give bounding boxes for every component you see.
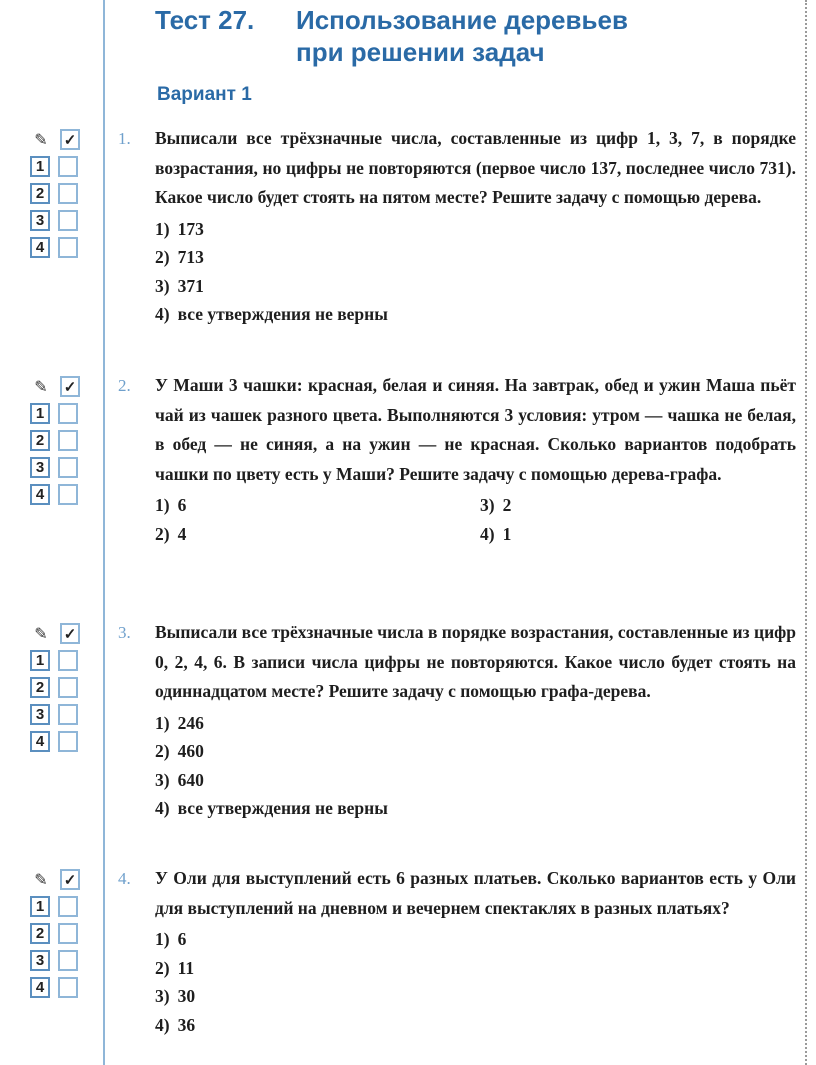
answer-input-box[interactable] bbox=[58, 403, 78, 424]
option-value: 173 bbox=[177, 218, 204, 239]
answer-number: 4 bbox=[30, 977, 50, 998]
option-value: 713 bbox=[177, 247, 204, 267]
question-text: Выписали все трёхзначные числа, составленные из цифр 1, 3, 7, в порядке возрастания, но цифры не повторяются (первое число 137, последнее число 731). Какое число будет стоять на пятом месте? Решите задачу с помощью дерева. bbox=[155, 128, 796, 207]
pencil-icon: ✎ bbox=[34, 625, 48, 643]
question-3 bbox=[118, 618, 796, 823]
answer-option bbox=[480, 491, 680, 520]
answer-option bbox=[155, 1011, 796, 1040]
answer-number: 3 bbox=[30, 457, 50, 478]
answer-input-box[interactable] bbox=[58, 237, 78, 258]
answer-boxes bbox=[30, 126, 80, 261]
title-line-2: при решении задач bbox=[296, 37, 545, 67]
options-list bbox=[155, 925, 796, 1039]
answer-number: 1 bbox=[30, 896, 50, 917]
answer-number: 4 bbox=[30, 731, 50, 752]
page-title bbox=[155, 4, 628, 36]
pencil-icon: ✎ bbox=[34, 378, 48, 396]
pencil-icon: ✎ bbox=[34, 131, 48, 149]
answer-option bbox=[155, 925, 796, 954]
question-text: У Оли для выступлений есть 6 разных платьев. Сколько вариантов есть у Оли для выступлений на дневном и вечернем спектаклях в разных платьях? bbox=[155, 868, 796, 918]
question-1 bbox=[118, 124, 796, 329]
question-4 bbox=[118, 864, 796, 1039]
answer-option bbox=[155, 520, 480, 549]
option-value: все утверждения не верны bbox=[177, 798, 388, 818]
option-value: 640 bbox=[177, 769, 204, 790]
cut-line bbox=[805, 0, 807, 1065]
option-number: 4) bbox=[155, 1014, 170, 1035]
option-value: все утверждения не верны bbox=[177, 304, 388, 324]
answer-option bbox=[480, 520, 680, 549]
answer-check-box: ✓ bbox=[60, 129, 80, 150]
variant-heading: Вариант 1 bbox=[157, 84, 252, 105]
option-number: 1) bbox=[155, 929, 170, 949]
answer-input-box[interactable] bbox=[58, 484, 78, 505]
answer-input-box[interactable] bbox=[58, 977, 78, 998]
answer-option bbox=[155, 982, 796, 1011]
answer-input-box[interactable] bbox=[58, 896, 78, 917]
question-text: Выписали все трёхзначные числа в порядке возрастания, составленные из цифр 0, 2, 4, 6. В записи числа цифры не повторяются. Какое число будет стоять на одиннадцатом месте? Решите задачу с помощью графа-дерева. bbox=[155, 622, 796, 701]
question-text: У Маши 3 чашки: красная, белая и синяя. На завтрак, обед и ужин Маша пьёт чай из чашек разного цвета. Выполняются 3 условия: утром — чашка не белая, в обед — не синяя, а на ужин — не красная. Сколько вариантов подобрать чашки по цвету есть у Маши? Решите задачу с помощью дерева-графа. bbox=[155, 375, 796, 484]
answer-input-box[interactable] bbox=[58, 950, 78, 971]
answer-number: 2 bbox=[30, 677, 50, 698]
answer-input-box[interactable] bbox=[58, 731, 78, 752]
option-number: 3) bbox=[480, 495, 495, 515]
option-number: 3) bbox=[155, 275, 170, 296]
margin-line bbox=[103, 0, 105, 1065]
option-value: 246 bbox=[177, 712, 204, 733]
answer-input-box[interactable] bbox=[58, 183, 78, 204]
answer-input-box[interactable] bbox=[58, 650, 78, 671]
question-number: 3. bbox=[118, 623, 131, 642]
answer-input-box[interactable] bbox=[58, 210, 78, 231]
answer-option bbox=[155, 737, 796, 766]
answer-option bbox=[155, 794, 796, 823]
option-value: 4 bbox=[177, 523, 187, 544]
option-number: 4) bbox=[480, 523, 495, 544]
test-number: Тест 27. bbox=[155, 5, 255, 35]
answer-input-box[interactable] bbox=[58, 923, 78, 944]
answer-number: 2 bbox=[30, 923, 50, 944]
answer-number: 4 bbox=[30, 484, 50, 505]
answer-option bbox=[155, 954, 796, 983]
answer-input-box[interactable] bbox=[58, 156, 78, 177]
option-number: 2) bbox=[155, 247, 170, 267]
answer-option bbox=[155, 300, 796, 329]
option-number: 4) bbox=[155, 304, 170, 324]
option-number: 1) bbox=[155, 218, 170, 239]
question-number: 4. bbox=[118, 869, 131, 888]
answer-input-box[interactable] bbox=[58, 430, 78, 451]
answer-number: 1 bbox=[30, 156, 50, 177]
answer-input-box[interactable] bbox=[58, 704, 78, 725]
title-line-1: Использование деревьев bbox=[296, 5, 628, 35]
answer-number: 3 bbox=[30, 210, 50, 231]
option-number: 4) bbox=[155, 798, 170, 818]
option-value: 1 bbox=[502, 523, 512, 544]
question-number: 2. bbox=[118, 376, 131, 395]
options-list bbox=[155, 709, 796, 823]
option-value: 2 bbox=[502, 495, 512, 515]
answer-option bbox=[155, 709, 796, 738]
pencil-icon: ✎ bbox=[34, 871, 48, 889]
answer-input-box[interactable] bbox=[58, 677, 78, 698]
option-value: 30 bbox=[177, 986, 196, 1006]
option-value: 460 bbox=[177, 741, 204, 761]
answer-boxes bbox=[30, 866, 80, 1001]
answer-check-box: ✓ bbox=[60, 376, 80, 397]
answer-number: 2 bbox=[30, 430, 50, 451]
answer-option bbox=[155, 766, 796, 795]
option-number: 1) bbox=[155, 712, 170, 733]
option-value: 36 bbox=[177, 1014, 196, 1035]
question-number: 1. bbox=[118, 129, 131, 148]
answer-boxes bbox=[30, 620, 80, 755]
options-list bbox=[155, 215, 796, 329]
options-list bbox=[155, 491, 796, 548]
option-number: 1) bbox=[155, 495, 170, 515]
option-number: 2) bbox=[155, 957, 170, 978]
option-number: 3) bbox=[155, 769, 170, 790]
option-number: 2) bbox=[155, 523, 170, 544]
option-value: 6 bbox=[177, 929, 187, 949]
option-number: 3) bbox=[155, 986, 170, 1006]
answer-option bbox=[155, 491, 480, 520]
option-value: 11 bbox=[177, 957, 195, 978]
answer-option bbox=[155, 272, 796, 301]
option-value: 6 bbox=[177, 495, 187, 515]
answer-number: 4 bbox=[30, 237, 50, 258]
answer-option bbox=[155, 243, 796, 272]
answer-number: 1 bbox=[30, 403, 50, 424]
answer-option bbox=[155, 215, 796, 244]
option-number: 2) bbox=[155, 741, 170, 761]
answer-boxes bbox=[30, 373, 80, 508]
option-value: 371 bbox=[177, 275, 204, 296]
answer-number: 2 bbox=[30, 183, 50, 204]
question-2 bbox=[118, 371, 796, 548]
answer-check-box: ✓ bbox=[60, 869, 80, 890]
answer-number: 3 bbox=[30, 950, 50, 971]
answer-number: 3 bbox=[30, 704, 50, 725]
answer-input-box[interactable] bbox=[58, 457, 78, 478]
answer-number: 1 bbox=[30, 650, 50, 671]
answer-check-box: ✓ bbox=[60, 623, 80, 644]
